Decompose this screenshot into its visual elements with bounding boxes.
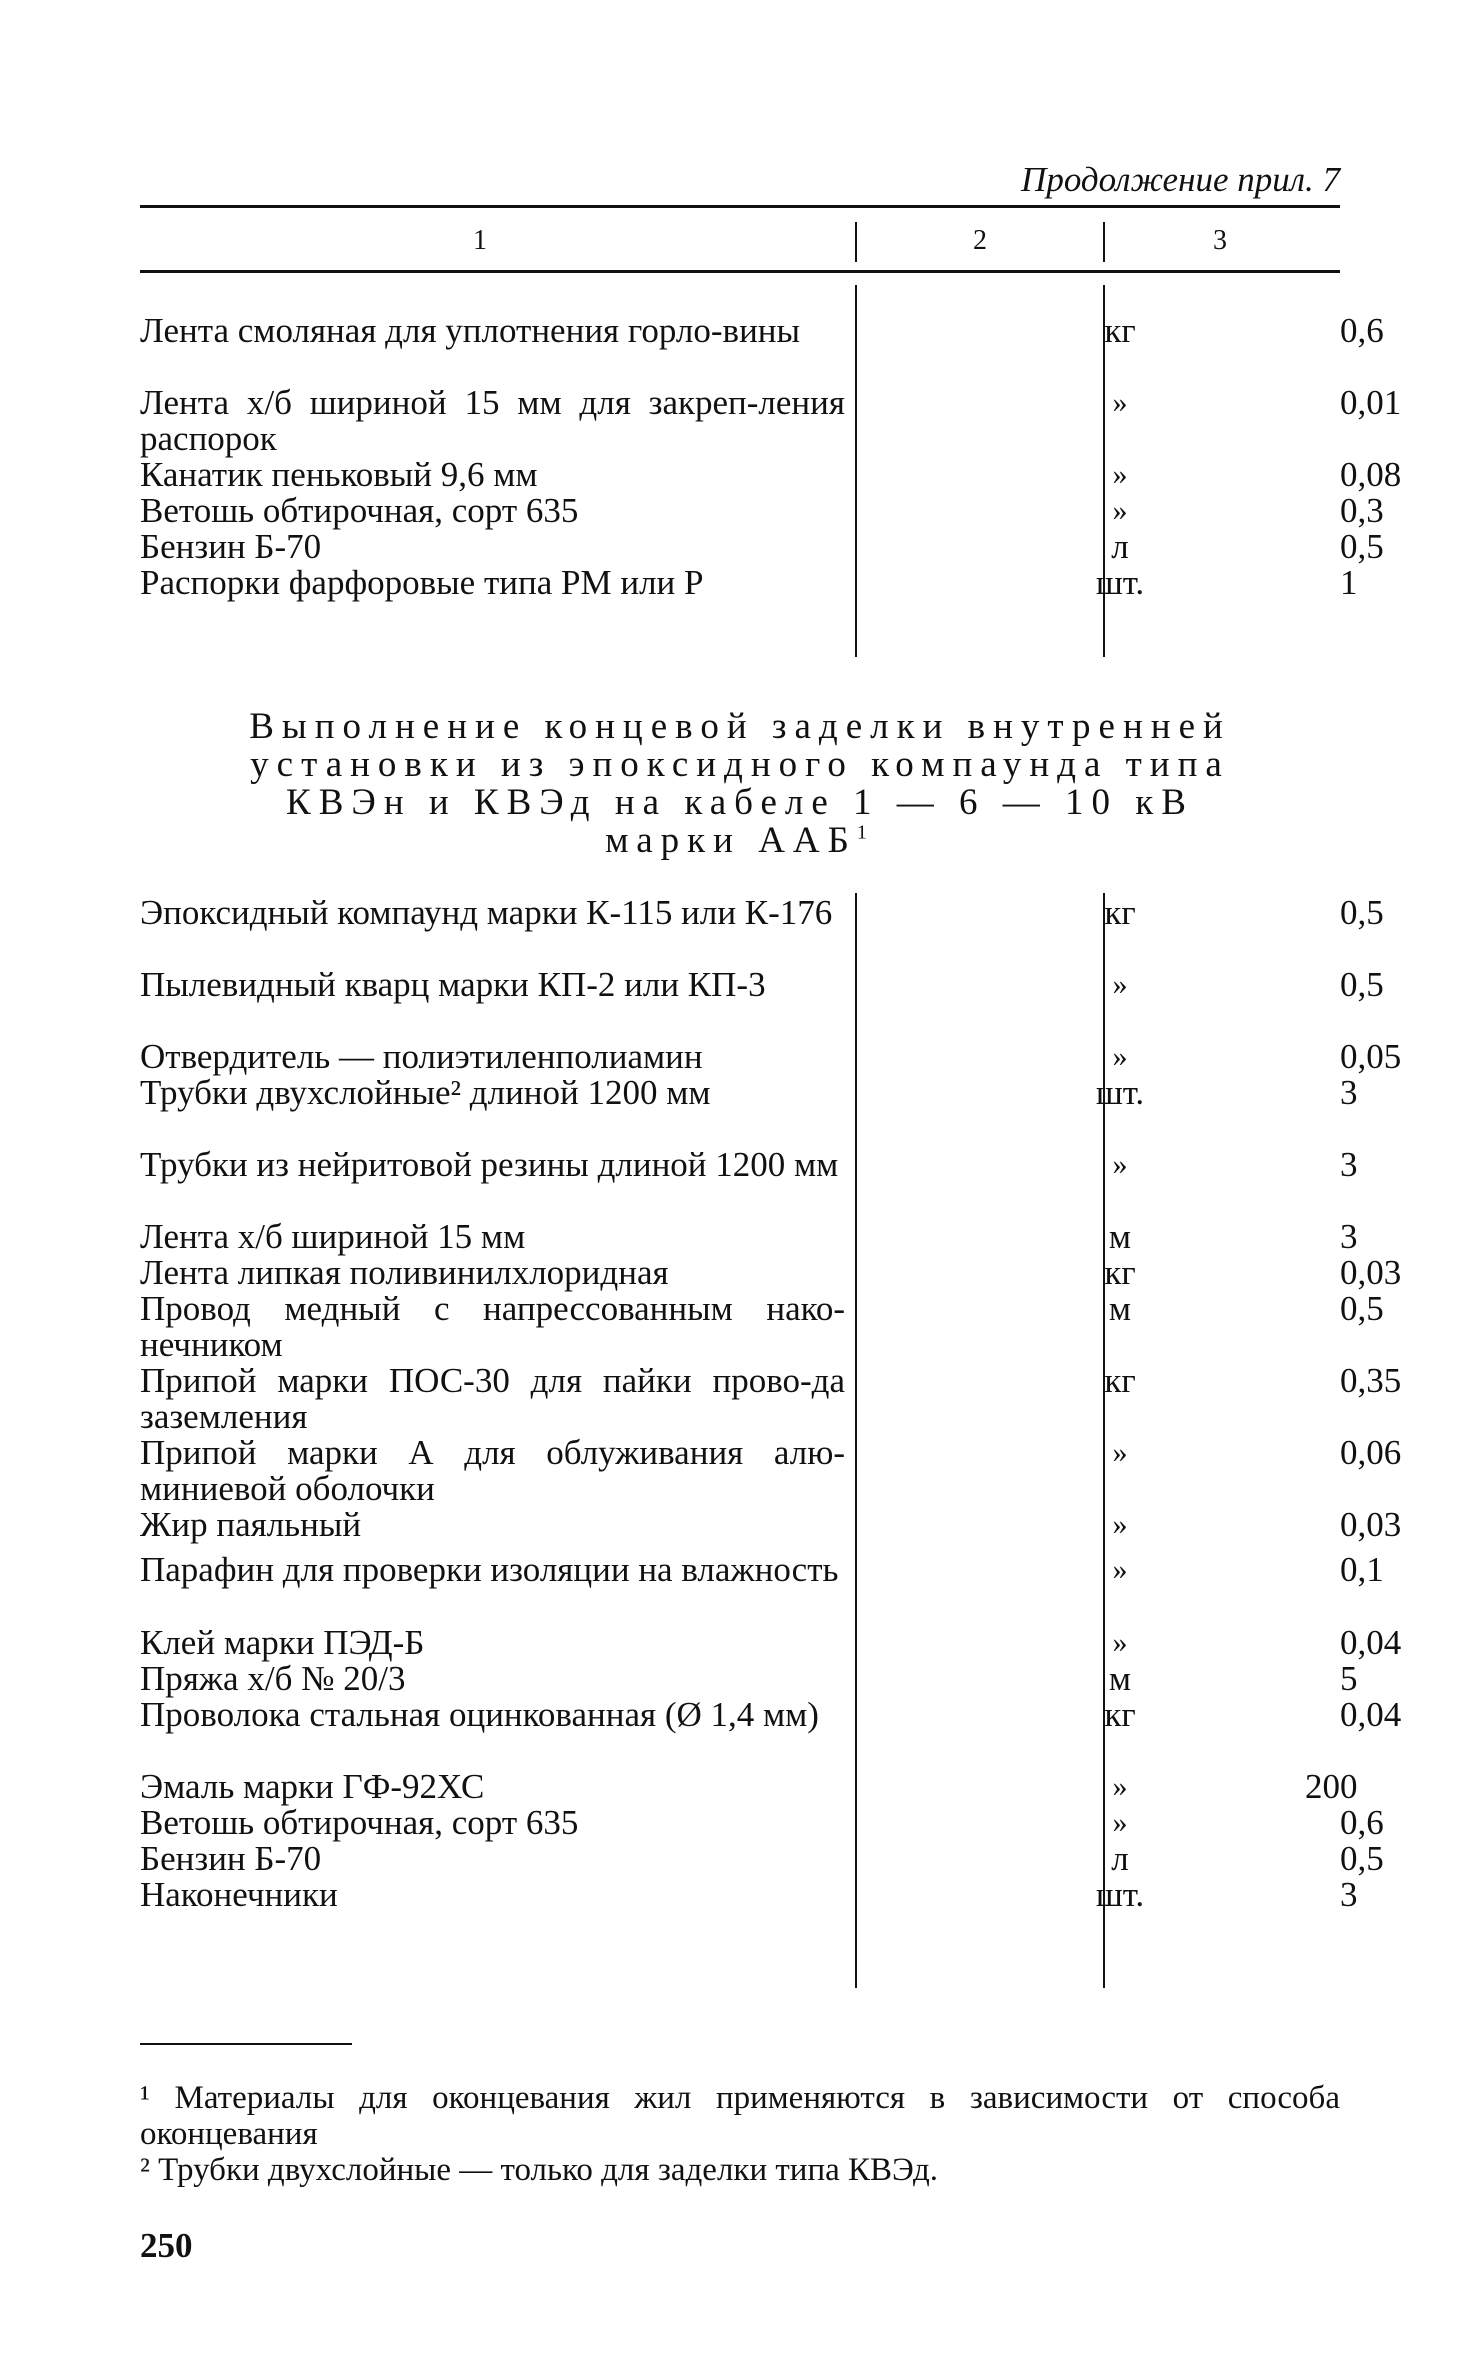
item-qty: 0,05 (1340, 1037, 1402, 1076)
item-qty: 0,6 (1340, 311, 1384, 350)
item-name: Бензин Б-70 (140, 527, 322, 566)
footnote-ref: 1 (856, 821, 875, 844)
item-qty: 0,5 (1340, 893, 1384, 932)
item-unit: кг (1104, 893, 1136, 932)
item-name: Клей марки ПЭД-Б (140, 1623, 425, 1662)
page-number: 250 (140, 2226, 193, 2265)
item-unit: » (1112, 1436, 1128, 1469)
item-qty: 3 (1340, 1217, 1358, 1256)
header-divider-2 (1103, 222, 1105, 262)
item-qty: 0,04 (1340, 1623, 1402, 1662)
item-name: Провод медный с напрессованным нако-нечником (140, 1289, 845, 1364)
item-name: Эмаль марки ГФ-92ХС (140, 1767, 485, 1806)
item-unit: кг (1104, 1361, 1136, 1400)
item-unit: кг (1104, 1253, 1136, 1292)
item-unit: » (1112, 968, 1128, 1001)
item-qty: 0,5 (1340, 527, 1384, 566)
item-qty: 0,06 (1340, 1433, 1402, 1472)
section-title-line: установки из эпоксидного компаунда типа (250, 744, 1230, 785)
item-name: Пылевидный кварц марки КП-2 или КП-3 (140, 965, 766, 1004)
item-unit: » (1112, 494, 1128, 527)
footnote-2 (140, 2152, 1340, 2188)
item-unit: » (1112, 1040, 1128, 1073)
item-unit: м (1108, 1659, 1132, 1698)
item-name: Наконечники (140, 1875, 338, 1914)
item-name: Распорки фарфоровые типа РМ или Р (140, 563, 704, 602)
item-name: Отвердитель — полиэтиленполиамин (140, 1037, 703, 1076)
item-qty: 0,3 (1340, 491, 1384, 530)
column-header-1: 1 (473, 225, 487, 256)
column-header-2: 2 (973, 225, 987, 256)
item-qty: 5 (1340, 1659, 1358, 1698)
item-qty: 0,03 (1340, 1253, 1402, 1292)
section-title-line: КВЭн и КВЭд на кабеле 1 — 6 — 10 кВ (286, 782, 1194, 823)
item-unit: » (1112, 386, 1128, 419)
footnote-mark: ¹ (140, 2080, 150, 2116)
item-unit: шт. (1095, 563, 1145, 602)
table2-divider-1 (855, 893, 857, 1988)
item-qty: 3 (1340, 1875, 1358, 1914)
footnote-text: Материалы для оконцевания жил применяются в зависимости от способа оконцевания (140, 2080, 1340, 2152)
item-qty: 0,04 (1340, 1695, 1402, 1734)
item-unit: шт. (1095, 1875, 1145, 1914)
item-unit: » (1112, 1770, 1128, 1803)
item-unit: л (1111, 527, 1129, 566)
footnote-text: Трубки двухслойные — только для заделки типа КВЭд. (158, 2152, 939, 2188)
item-name: Проволока стальная оцинкованная (Ø 1,4 мм) (140, 1695, 819, 1734)
item-unit: » (1112, 1626, 1128, 1659)
item-unit: » (1112, 1508, 1128, 1541)
running-head: Продолжение прил. 7 (1021, 160, 1340, 199)
item-qty: 0,01 (1340, 383, 1402, 422)
item-unit: » (1112, 1806, 1128, 1839)
item-unit: м (1108, 1217, 1132, 1256)
item-name: Припой марки ПОС-30 для пайки прово-да заземления (140, 1361, 845, 1436)
item-unit: кг (1104, 311, 1136, 350)
item-name: Ветошь обтирочная, сорт 635 (140, 1803, 579, 1842)
item-qty: 0,5 (1340, 1289, 1384, 1328)
item-unit: » (1112, 458, 1128, 491)
section-title-line (140, 822, 1340, 860)
section-title-text: марки ААБ (605, 820, 857, 861)
item-qty: 0,1 (1340, 1550, 1384, 1589)
item-unit: шт. (1095, 1073, 1145, 1112)
item-unit: » (1112, 1148, 1128, 1181)
item-name: Ветошь обтирочная, сорт 635 (140, 491, 579, 530)
item-name: Трубки из нейритовой резины длиной 1200 мм (140, 1145, 839, 1184)
item-unit: кг (1104, 1695, 1136, 1734)
item-name: Жир паяльный (140, 1505, 362, 1544)
footnote-mark: ² (140, 2152, 150, 2188)
item-name: Лента смоляная для уплотнения горло-вины (140, 311, 801, 350)
item-qty: 200 (1305, 1767, 1358, 1806)
item-name: Пряжа х/б № 20/3 (140, 1659, 406, 1698)
item-name: Трубки двухслойные² длиной 1200 мм (140, 1073, 711, 1112)
table-top-rule (140, 205, 1340, 208)
item-qty: 0,03 (1340, 1505, 1402, 1544)
table-header-rule (140, 270, 1340, 273)
item-qty: 3 (1340, 1145, 1358, 1184)
item-name: Бензин Б-70 (140, 1839, 322, 1878)
item-name: Парафин для проверки изоляции на влажность (140, 1550, 839, 1589)
column-header-3: 3 (1213, 225, 1227, 256)
item-name: Припой марки А для облуживания алю-миниевой оболочки (140, 1433, 845, 1508)
item-qty: 0,5 (1340, 1839, 1384, 1878)
item-qty: 3 (1340, 1073, 1358, 1112)
section-title-line: Выполнение концевой заделки внутренней (249, 706, 1231, 747)
item-qty: 1 (1340, 563, 1358, 602)
table1-divider-1 (855, 285, 857, 657)
item-qty: 0,08 (1340, 455, 1402, 494)
item-name: Лента х/б шириной 15 мм (140, 1217, 526, 1256)
item-qty: 0,35 (1340, 1361, 1402, 1400)
footnote-1 (140, 2080, 1340, 2152)
item-unit: м (1108, 1289, 1132, 1328)
footnote-rule (140, 2043, 352, 2045)
item-qty: 0,5 (1340, 965, 1384, 1004)
item-name: Лента липкая поливинилхлоридная (140, 1253, 669, 1292)
item-unit: » (1112, 1553, 1128, 1586)
item-name: Канатик пеньковый 9,6 мм (140, 455, 538, 494)
item-qty: 0,6 (1340, 1803, 1384, 1842)
item-name: Лента х/б шириной 15 мм для закреп-ления распорок (140, 383, 845, 458)
item-name: Эпоксидный компаунд марки К-115 или К-176 (140, 893, 833, 932)
header-divider-1 (855, 222, 857, 262)
item-unit: л (1111, 1839, 1129, 1878)
